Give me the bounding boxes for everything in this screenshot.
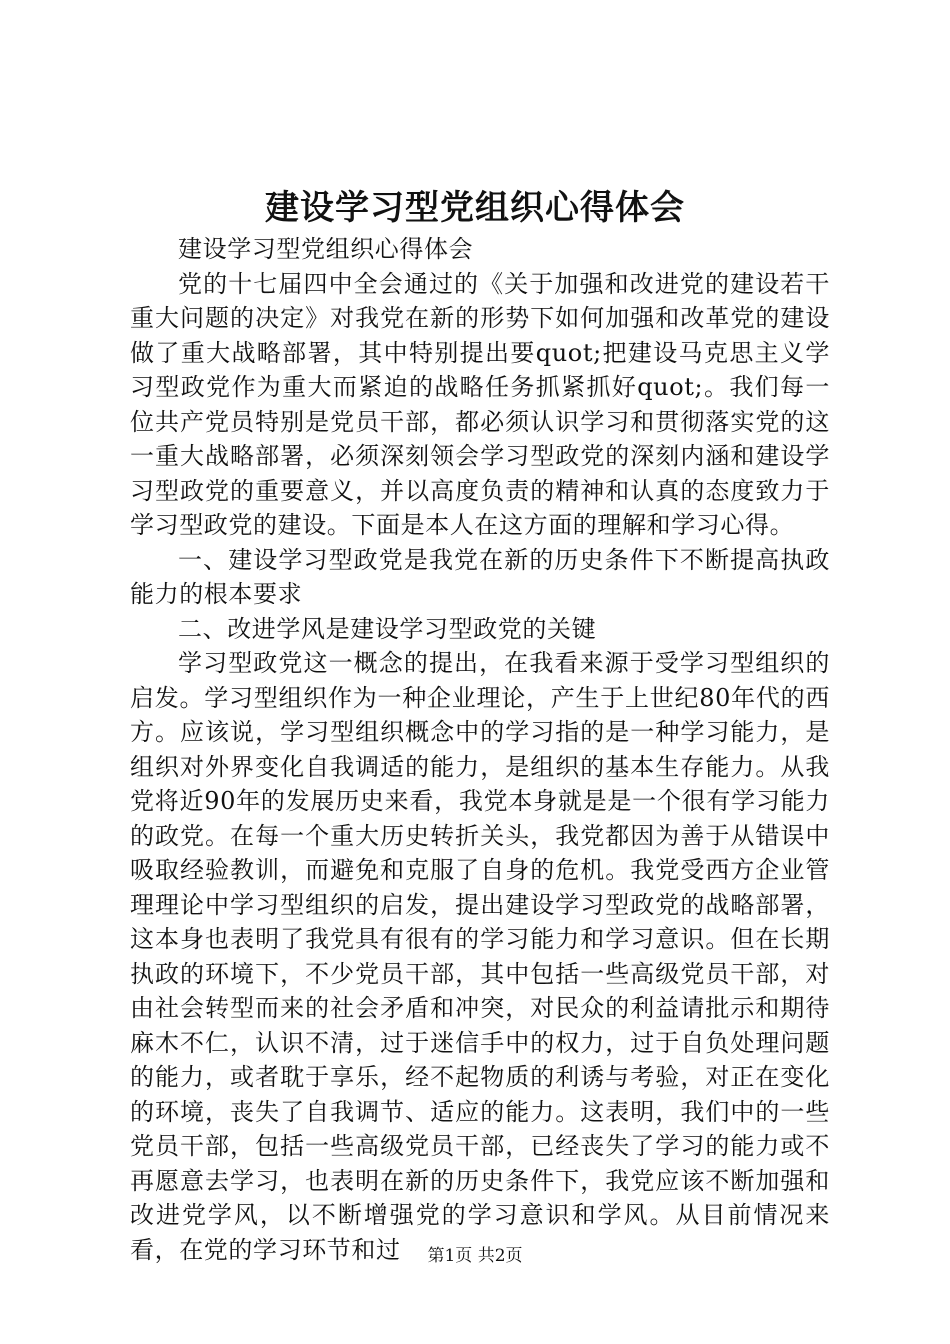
paragraph-heading-two: 二、改进学风是建设学习型政党的关键 xyxy=(178,614,597,643)
paragraph-body: 学习型政党这一概念的提出，在我看来源于受学习型组织的启发。学习型组织作为一种企业理论，产生于上世纪80年代的西方。应该说，学习型组织概念中的学习指的是一种学习能力，是组织对外界变化自我调适的能力，是组织的基本生存能力。从我党将近90年的发展历史来看，我党本身就是是一个很有学习能力的政党。在每一个重大历史转折关头，我党都因为善于从错误中吸取经验教训，而避免和克服了自身的危机。我党受西方企业管理理论中学习型组织的启发，提出建设学习型政党的战略部署，这本身也表明了我党具有很有的学习能力和学习意识。但在长期执政的环境下，不少党员干部，其中包括一些高级党员干部，对由社会转型而来的社会矛盾和冲突，对民众的利益请批示和期待麻木不仁，认识不清，过于迷信手中的权力，过于自负处理问题的能力，或者耽于享乐，经不起物质的利诱与考验，对正在变化的环境，丧失了自我调节、适应的能力。这表明，我们中的一些党员干部，包括一些高级党员干部，已经丧失了学习的能力或不再愿意去学习，也表明在新的历史条件下，我党应该不断加强和改进党学风，以不断增强党的学习意识和学风。从目前情况来看，在党的学习环节和过 xyxy=(130,649,830,1264)
document-body xyxy=(130,232,830,1267)
page-footer: 第1页 共2页 xyxy=(427,1246,523,1266)
paragraph-heading-one: 一、建设学习型政党是我党在新的历史条件下不断提高执政能力的根本要求 xyxy=(130,545,830,608)
paragraph-intro: 党的十七届四中全会通过的《关于加强和改进党的建设若干重大问题的决定》对我党在新的形势下如何加强和改革党的建设做了重大战略部署，其中特别提出要quot;把建设马克思主义学习型政党作为重大而紧迫的战略任务抓紧抓好quot;。我们每一位共产党员特别是党员干部，都必须认识学习和贯彻落实党的这一重大战略部署，必须深刻领会学习型政党的深刻内涵和建设学习型政党的重要意义，并以高度负责的精神和认真的态度致力于学习型政党的建设。下面是本人在这方面的理解和学习心得。 xyxy=(130,269,830,539)
paragraph-subtitle: 建设学习型党组织心得体会 xyxy=(178,235,474,263)
document-title: 建设学习型党组织心得体会 xyxy=(265,188,685,228)
